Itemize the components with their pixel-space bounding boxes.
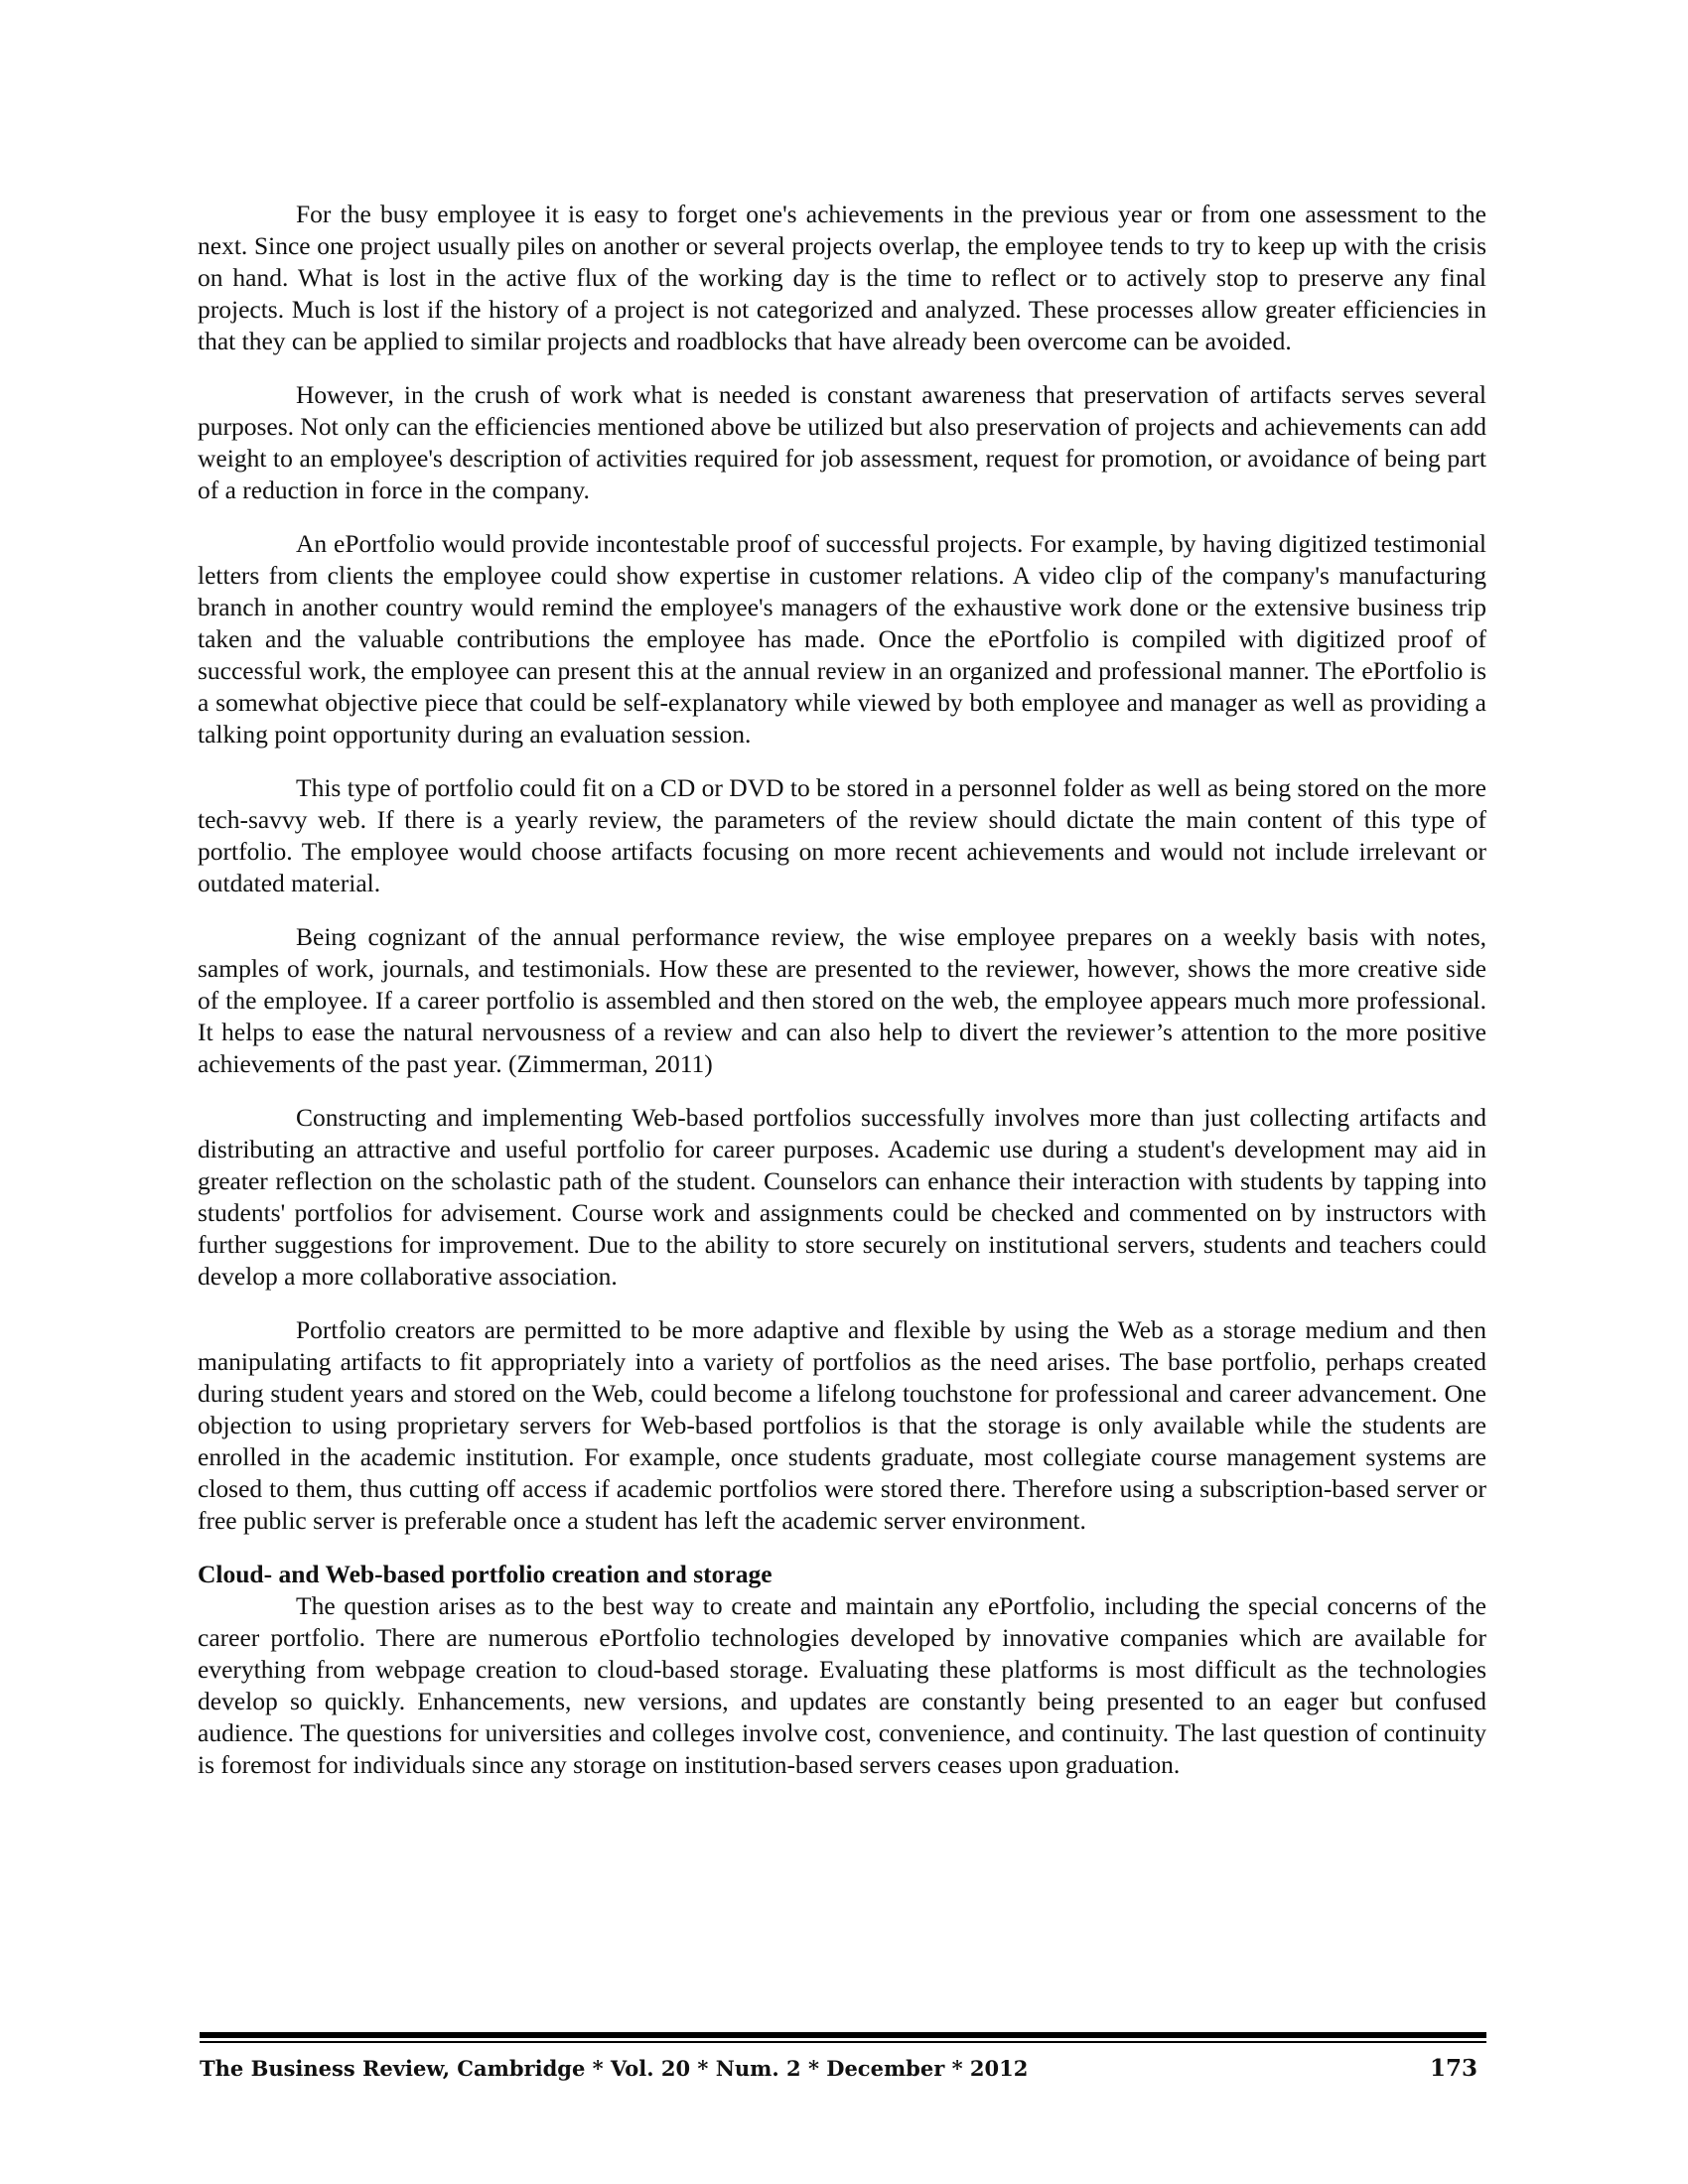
journal-citation: The Business Review, Cambridge * Vol. 20 * Num. 2 * December * 2012 — [200, 2056, 1029, 2081]
section-paragraph: The question arises as to the best way to create and maintain any ePortfolio, including the special concerns of the career portfolio. There are numerous ePortfolio technologies developed by innovative companies which are available for everything from webpage creation to cloud-based storage. Evaluating these platforms is most difficult as the technologies develop so quickly. Enhancements, new versions, and updates are constantly being presented to an eager but confused audience. The questions for universities and colleges involve cost, convenience, and continuity. The last question of continuity is foremost for individuals since any storage on institution-based servers ceases upon graduation. — [198, 1591, 1486, 1779]
body-paragraph: Portfolio creators are permitted to be more adaptive and flexible by using the Web as a storage medium and then manipulating artifacts to fit appropriately into a variety of portfolios as the need arises. The base portfolio, perhaps created during student years and stored on the Web, could become a lifelong touchstone for professional and career advancement. One objection to using proprietary servers for Web-based portfolios is that the storage is only available while the students are enrolled in the academic institution. For example, once students graduate, most collegiate course management systems are closed to them, thus cutting off access if academic portfolios were stored there. Therefore using a subscription-based server or free public server is preferable once a student has left the academic server environment. — [198, 1315, 1486, 1535]
body-paragraph: An ePortfolio would provide incontestable proof of successful projects. For example, by having digitized testimonial letters from clients the employee could show expertise in customer relations. A video clip of the company's manufacturing branch in another country would remind the employee's managers of the exhaustive work done or the extensive business trip taken and the valuable contributions the employee has made. Once the ePortfolio is compiled with digitized proof of successful work, the employee can present this at the annual review in an organized and professional manner. The ePortfolio is a somewhat objective piece that could be self-explanatory while viewed by both employee and manager as well as providing a talking point opportunity during an evaluation session. — [198, 529, 1486, 749]
page-number: 173 — [1429, 2055, 1477, 2082]
body-paragraph: This type of portfolio could fit on a CD or DVD to be stored in a personnel folder as well as being stored on the more tech-savvy web. If there is a yearly review, the parameters of the review should dictate the main content of this type of portfolio. The employee would choose artifacts focusing on more recent achievements and would not include irrelevant or outdated material. — [198, 773, 1486, 897]
section-heading: Cloud- and Web-based portfolio creation and storage — [198, 1560, 773, 1588]
footer-rule-thick — [200, 2032, 1486, 2038]
body-paragraph: However, in the crush of work what is needed is constant awareness that preservation of artifacts serves several purposes. Not only can the efficiencies mentioned above be utilized but also preservation of projects and achievements can add weight to an employee's description of activities required for job assessment, request for promotion, or avoidance of being part of a reduction in force in the company. — [198, 380, 1486, 504]
body-paragraph: Being cognizant of the annual performance review, the wise employee prepares on a weekly basis with notes, samples of work, journals, and testimonials. How these are presented to the reviewer, however, shows the more creative side of the employee. If a career portfolio is assembled and then stored on the web, the employee appears much more professional. It helps to ease the natural nervousness of a review and can also help to divert the reviewer’s attention to the more positive achievements of the past year. (Zimmerman, 2011) — [198, 922, 1486, 1078]
body-paragraph: Constructing and implementing Web-based portfolios successfully involves more than just collecting artifacts and distributing an attractive and useful portfolio for career purposes. Academic use during a student's development may aid in greater reflection on the scholastic path of the student. Counselors can enhance their interaction with students by tapping into students' portfolios for advisement. Course work and assignments could be checked and commented on by instructors with further suggestions for improvement. Due to the ability to store securely on institutional servers, students and teachers could develop a more collaborative association. — [198, 1103, 1486, 1291]
body-paragraph: For the busy employee it is easy to forget one's achievements in the previous year or from one assessment to the next. Since one project usually piles on another or several projects overlap, the employee tends to try to keep up with the crisis on hand. What is lost in the active flux of the working day is the time to reflect or to actively stop to preserve any final projects. Much is lost if the history of a project is not categorized and analyzed. These processes allow greater efficiencies in that they can be applied to similar projects and roadblocks that have already been overcome can be avoided. — [198, 200, 1486, 355]
footer-rule-thin — [200, 2041, 1486, 2043]
article-body — [198, 199, 1486, 1803]
